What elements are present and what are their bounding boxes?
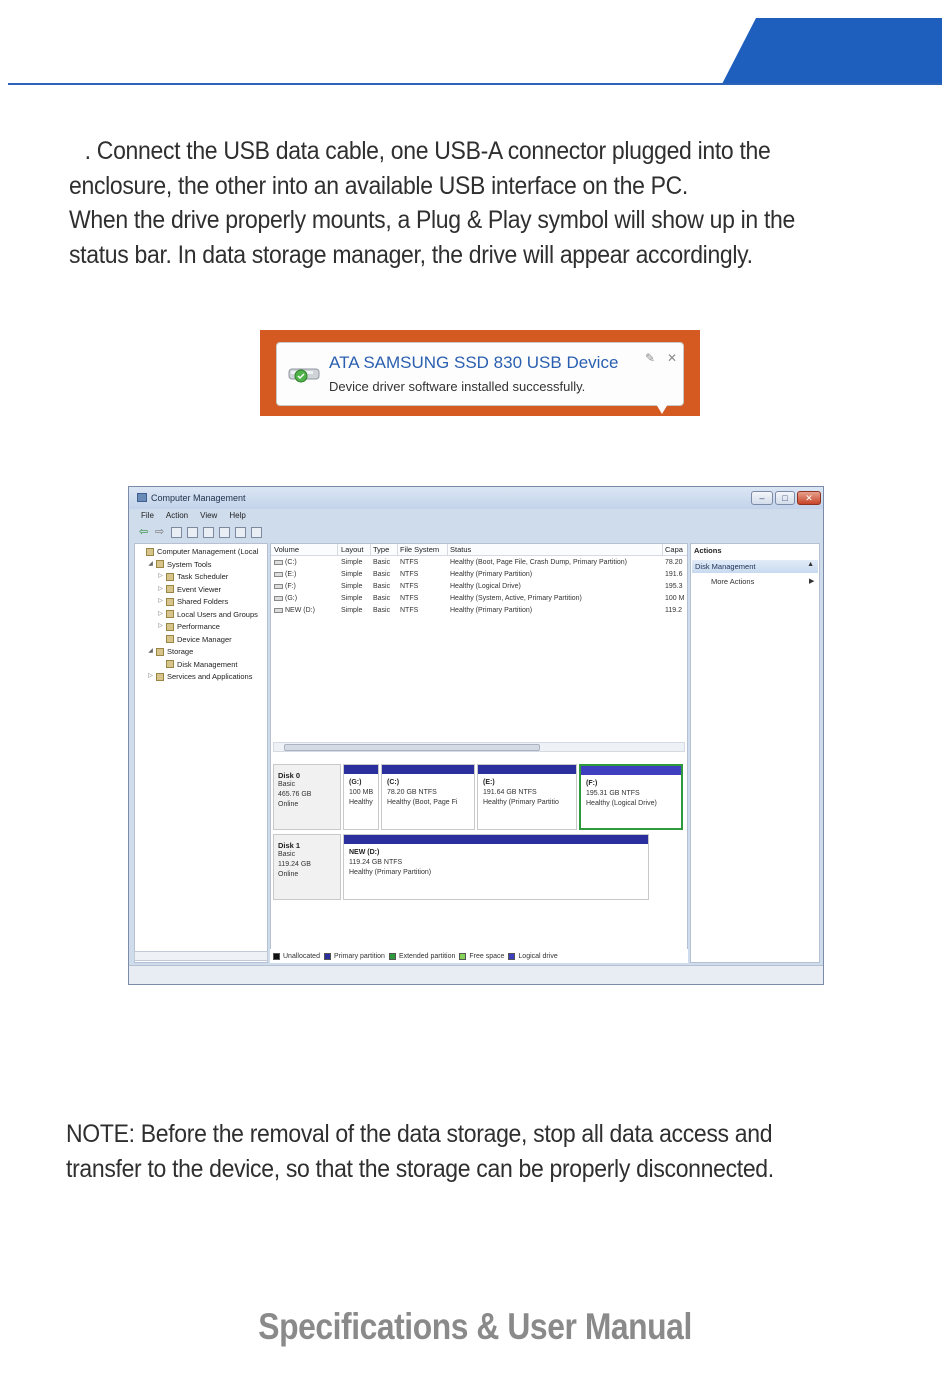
footer-title: Specifications & User Manual <box>258 1306 692 1347</box>
table-row[interactable] <box>271 570 687 582</box>
tree-item[interactable] <box>147 671 252 682</box>
partition-e-status: Healthy (Primary Partitio <box>483 799 559 806</box>
cell-fs: NTFS <box>400 607 419 614</box>
tree-expander-icon[interactable]: ▷ <box>158 623 163 629</box>
intro-line-2: enclosure, the other into an available USB interface on the PC. <box>69 171 688 200</box>
cell-status: Healthy (System, Active, Primary Partition) <box>450 595 582 602</box>
partition-d[interactable] <box>343 834 649 900</box>
notification-title: ATA SAMSUNG SSD 830 USB Device <box>329 353 619 372</box>
partition-e-size: 191.64 GB NTFS <box>483 789 537 796</box>
computer-management-icon <box>137 493 147 502</box>
actions-header: Actions <box>694 546 722 555</box>
note-paragraph <box>66 1117 774 1186</box>
tree-expander-icon[interactable]: ▷ <box>158 585 163 592</box>
partition-f-size: 195.31 GB NTFS <box>586 790 640 797</box>
cell-type: Basic <box>373 607 391 614</box>
header-accent-tab <box>722 18 942 84</box>
intro-line-1: . Connect the USB data cable, one USB-A connector plugged into the <box>84 137 771 165</box>
disk-1-row <box>273 834 685 900</box>
cell-type: Basic <box>373 571 391 578</box>
intro-paragraph <box>69 134 795 272</box>
console-tree <box>134 543 268 963</box>
tree-expander-icon[interactable]: ▷ <box>148 673 153 679</box>
drive-icon <box>274 596 283 601</box>
intro-line-3: When the drive properly mounts, a Plug & Play symbol will show up in the <box>69 206 795 234</box>
table-row[interactable] <box>271 582 687 594</box>
menu-file[interactable]: File <box>141 511 154 520</box>
tree-item[interactable] <box>137 546 258 557</box>
partition-c-name: (C:) <box>387 779 400 786</box>
tree-item[interactable] <box>147 559 211 570</box>
partition-d-size: 119.24 GB NTFS <box>349 859 403 866</box>
tree-node-icon <box>156 560 164 568</box>
tree-item-label: Local Users and Groups <box>177 609 258 619</box>
tree-item-label: Services and Applications <box>167 672 253 681</box>
cell-cap: 195.3 <box>665 583 683 590</box>
back-arrow-icon[interactable]: ⇦ <box>139 525 149 538</box>
cell-layout: Simple <box>341 583 363 590</box>
drive-icon <box>274 608 283 613</box>
tree-item[interactable] <box>157 621 220 632</box>
cell-status: Healthy (Primary Partition) <box>450 571 533 578</box>
partition-g-size: 100 MB <box>349 789 374 796</box>
computer-management-window <box>128 486 824 985</box>
cell-layout: Simple <box>341 595 363 602</box>
partition-g-name: (G:) <box>349 779 362 786</box>
disk-0-type: Basic <box>278 781 296 788</box>
minimize-button[interactable]: – <box>751 491 773 505</box>
tree-item-label: Task Scheduler <box>177 572 229 581</box>
cell-fs: NTFS <box>400 583 419 590</box>
table-row[interactable] <box>271 606 687 618</box>
help-icon[interactable] <box>219 527 230 538</box>
tree-expander-icon[interactable]: ▷ <box>158 598 163 604</box>
cell-status: Healthy (Boot, Page File, Crash Dump, Primary Partition) <box>450 559 628 566</box>
tree-item[interactable] <box>157 659 237 670</box>
partition-d-status: Healthy (Primary Partition) <box>349 869 432 876</box>
partition-f-name: (F:) <box>586 780 598 787</box>
table-row[interactable] <box>271 594 687 606</box>
horizontal-scrollbar[interactable] <box>273 742 685 752</box>
menu-help[interactable]: Help <box>229 511 246 520</box>
menu-action[interactable]: Action <box>165 511 189 520</box>
partition-c[interactable] <box>381 764 475 830</box>
cell-volume: NEW (D:) <box>274 607 315 614</box>
cell-type: Basic <box>373 583 391 590</box>
menu-bar <box>133 509 246 523</box>
note-line-2: transfer to the device, so that the storage can be properly disconnected. <box>66 1154 774 1183</box>
drive-icon <box>274 560 283 565</box>
tree-node-icon <box>166 635 174 643</box>
menu-view[interactable]: View <box>200 511 218 520</box>
close-icon[interactable]: ✕ <box>667 351 678 365</box>
legend-primary-partition: Primary partition <box>324 953 385 960</box>
tree-node-icon <box>156 648 164 656</box>
tree-node-icon <box>166 623 174 631</box>
disk-1-name: Disk 1 <box>278 841 301 850</box>
partition-e-name: (E:) <box>483 779 495 786</box>
tree-item-label: Shared Folders <box>177 597 229 606</box>
window-titlebar[interactable] <box>129 487 823 509</box>
tree-expander-icon[interactable]: ▷ <box>158 573 163 579</box>
column-type[interactable]: Type <box>373 545 390 554</box>
toolbar <box>133 523 262 541</box>
legend-unallocated: Unallocated <box>273 953 320 960</box>
column-layout[interactable]: Layout <box>341 545 364 554</box>
tree-item-label: Storage <box>167 647 194 656</box>
more-actions-item[interactable]: More Actions <box>711 577 755 586</box>
tree-item-label: Event Viewer <box>177 584 222 594</box>
cell-cap: 119.2 <box>665 607 682 614</box>
tree-expander-icon[interactable]: ◢ <box>148 560 153 567</box>
scrollbar-thumb[interactable] <box>284 744 540 751</box>
disk-legend <box>270 949 688 963</box>
tree-item[interactable] <box>157 609 258 620</box>
tree-node-icon <box>166 660 174 668</box>
tree-item-label: Device Manager <box>177 634 232 644</box>
disk-0-name: Disk 0 <box>278 771 301 780</box>
collapse-arrow-icon[interactable]: ▲ <box>807 561 814 568</box>
cell-cap: 191.6 <box>665 571 683 578</box>
tree-scrollbar[interactable] <box>134 951 268 961</box>
legend-logical-drive: Logical drive <box>508 953 557 960</box>
table-row[interactable] <box>271 558 687 570</box>
tree-item-label: Disk Management <box>177 659 238 669</box>
tree-item-label: System Tools <box>167 559 212 569</box>
partition-d-name: NEW (D:) <box>349 849 380 856</box>
actions-pane <box>690 543 820 963</box>
disk-1-type: Basic <box>278 851 296 858</box>
tree-node-icon <box>166 573 174 581</box>
properties-icon[interactable] <box>203 527 214 538</box>
partition-f[interactable] <box>579 764 683 830</box>
cell-status: Healthy (Logical Drive) <box>450 583 521 590</box>
tree-expander-icon[interactable]: ▷ <box>158 610 163 617</box>
pin-icon[interactable]: ✎ <box>645 351 656 365</box>
cell-layout: Simple <box>341 607 363 614</box>
legend-free-space: Free space <box>459 953 504 960</box>
notification-message: Device driver software installed successfully. <box>329 379 586 394</box>
tree-item[interactable] <box>157 584 221 595</box>
partition-g[interactable] <box>343 764 379 830</box>
tree-item[interactable] <box>157 634 232 645</box>
partition-c-size: 78.20 GB NTFS <box>387 789 437 796</box>
cell-layout: Simple <box>341 559 363 566</box>
close-button[interactable]: ✕ <box>797 491 821 505</box>
tree-node-icon <box>166 585 174 593</box>
refresh-icon[interactable] <box>251 527 262 538</box>
tree-item-label: Performance <box>177 622 220 631</box>
tree-node-icon <box>166 598 174 606</box>
note-line-1: NOTE: Before the removal of the data storage, stop all data access and <box>66 1120 773 1148</box>
window-title: Computer Management <box>151 493 246 503</box>
cell-fs: NTFS <box>400 571 419 578</box>
cell-fs: NTFS <box>400 595 419 602</box>
balloon-tail <box>656 404 668 414</box>
tree-expander-icon[interactable]: ◢ <box>148 648 153 654</box>
column-volume[interactable]: Volume <box>274 545 300 554</box>
tree-node-icon <box>166 610 174 618</box>
disk-management-pane <box>270 543 688 963</box>
tree-node-icon <box>146 548 154 556</box>
partition-f-status: Healthy (Logical Drive) <box>586 800 657 807</box>
disk-0-label[interactable] <box>273 764 341 830</box>
up-folder-icon[interactable] <box>171 527 182 538</box>
device-notification <box>260 330 700 416</box>
intro-line-4: status bar. In data storage manager, the drive will appear accordingly. <box>69 240 753 269</box>
disk-0-size: 465.76 GB <box>278 791 312 798</box>
drive-icon <box>274 584 283 589</box>
cell-layout: Simple <box>341 571 363 578</box>
tree-item[interactable] <box>157 571 228 582</box>
actions-disk-management[interactable]: Disk Management ▲ <box>692 560 818 573</box>
tree-item[interactable] <box>157 596 228 607</box>
forward-arrow-icon[interactable]: ⇨ <box>155 525 165 538</box>
cell-status: Healthy (Primary Partition) <box>450 607 533 614</box>
column-capacity[interactable]: Capa <box>665 545 683 554</box>
partition-g-status: Healthy <box>349 799 373 806</box>
cell-cap: 78.20 <box>665 559 683 566</box>
disk-0-state: Online <box>278 801 299 808</box>
disk-1-label[interactable] <box>273 834 341 900</box>
partition-e[interactable] <box>477 764 577 830</box>
column-file-system[interactable]: File System <box>400 545 440 554</box>
show-hide-tree-icon[interactable] <box>187 527 198 538</box>
disk-0-row <box>273 764 685 830</box>
cell-cap: 100 M <box>665 595 685 602</box>
tree-item-label: Computer Management (Local <box>157 547 259 556</box>
status-bar <box>129 965 823 985</box>
tree-item[interactable] <box>147 646 193 657</box>
cell-volume: (G:) <box>274 595 297 602</box>
volume-list-header <box>271 544 687 556</box>
usb-drive-icon <box>287 363 327 383</box>
header-rule <box>8 83 942 85</box>
cell-volume: (E:) <box>274 571 296 578</box>
export-list-icon[interactable] <box>235 527 246 538</box>
partition-c-status: Healthy (Boot, Page Fi <box>387 799 458 806</box>
cell-fs: NTFS <box>400 559 419 566</box>
cell-volume: (C:) <box>274 559 297 566</box>
disk-1-state: Online <box>278 871 299 878</box>
cell-volume: (F:) <box>274 583 296 590</box>
legend-extended-partition: Extended partition <box>389 953 455 960</box>
maximize-button[interactable]: □ <box>775 491 795 505</box>
submenu-arrow-icon: ▶ <box>809 578 815 585</box>
notification-balloon[interactable] <box>276 342 684 406</box>
tree-node-icon <box>156 673 164 681</box>
cell-type: Basic <box>373 595 391 602</box>
disk-1-size: 119.24 GB <box>278 861 311 868</box>
drive-icon <box>274 572 283 577</box>
cell-type: Basic <box>373 559 391 566</box>
column-status[interactable]: Status <box>450 545 472 554</box>
